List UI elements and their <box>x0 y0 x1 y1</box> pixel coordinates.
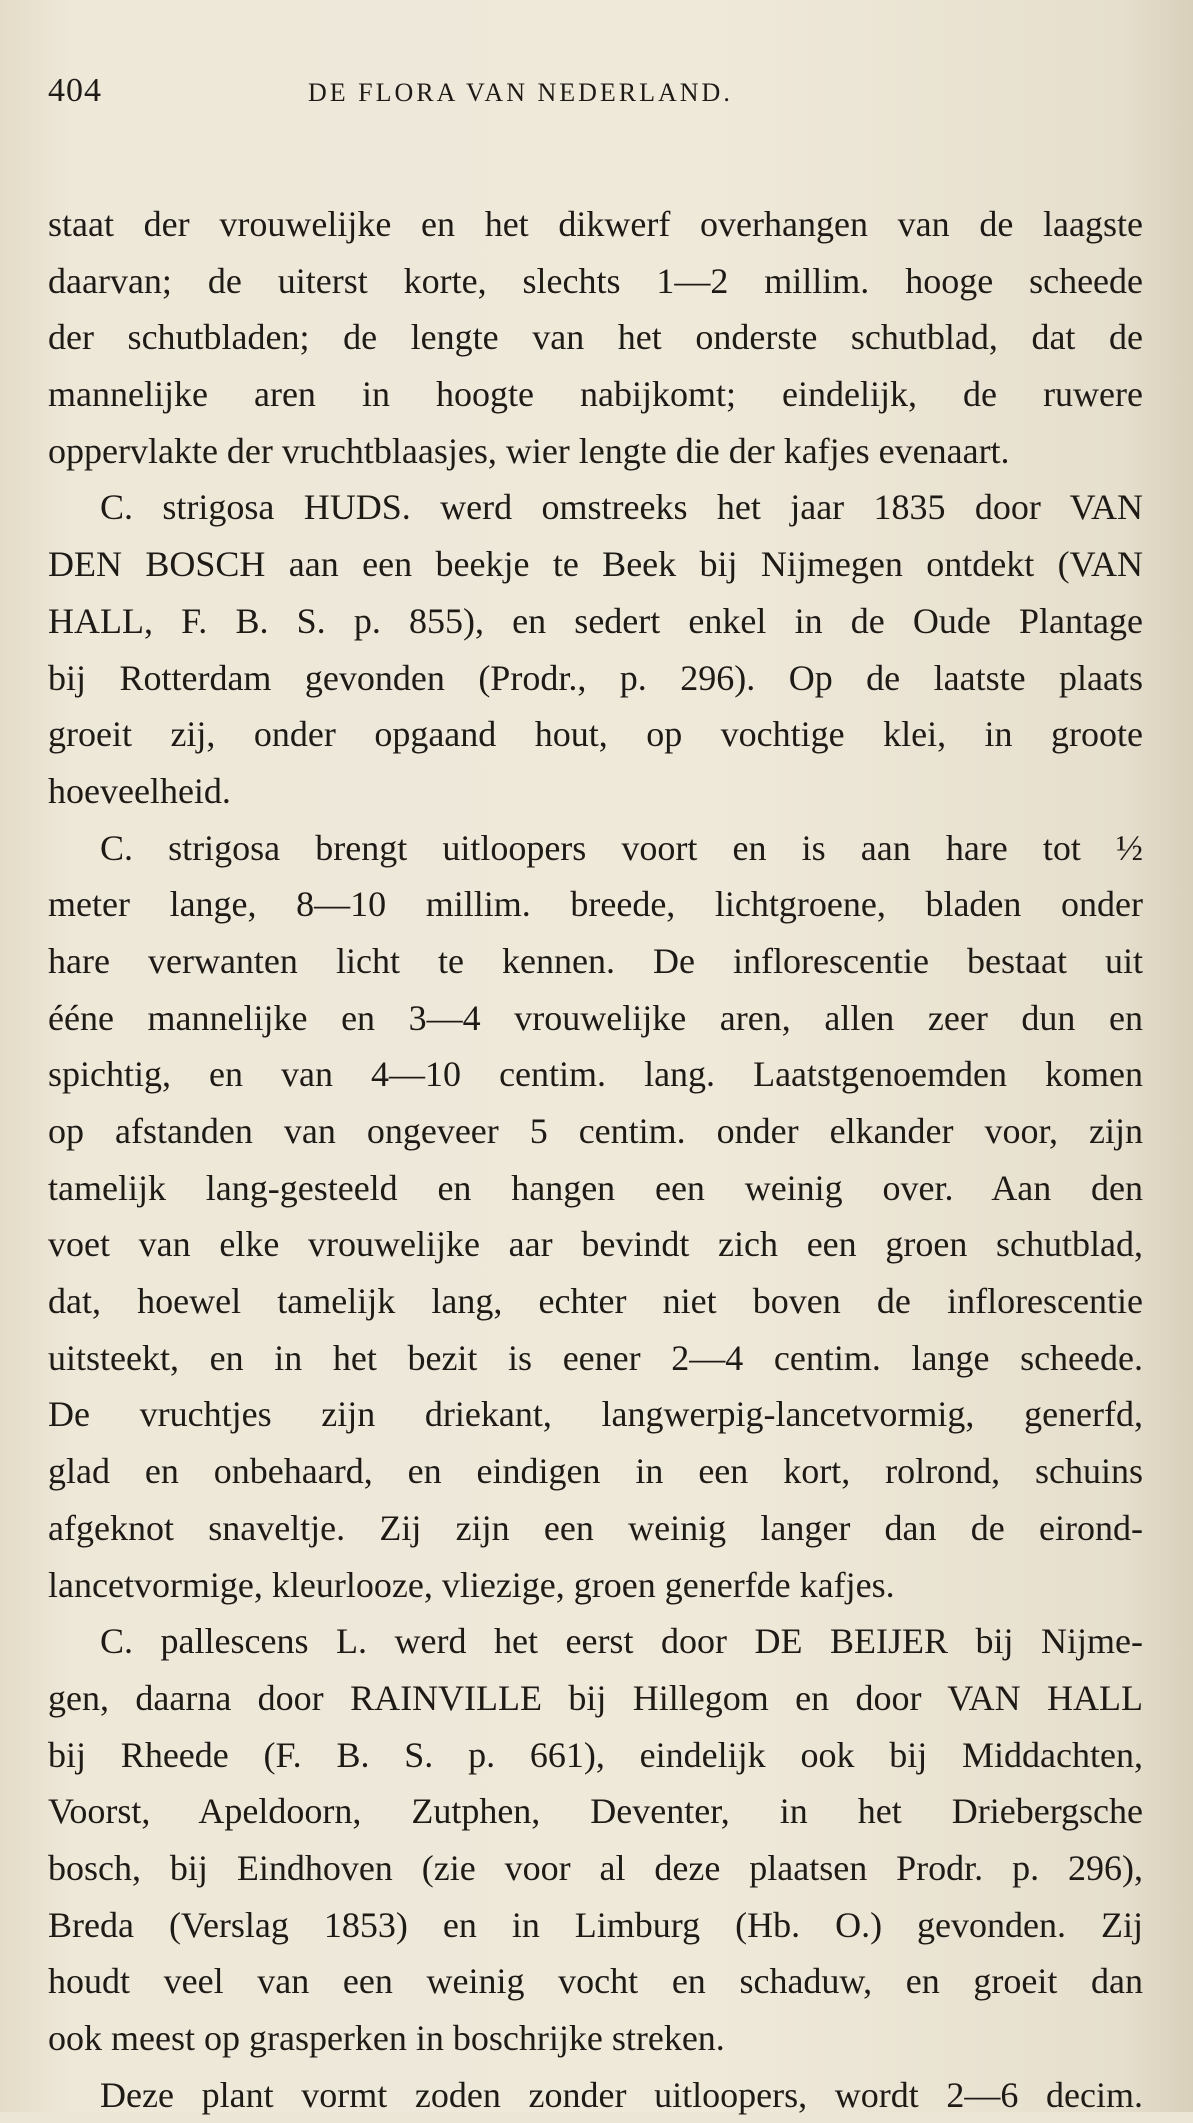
text-line: HALL, F. B. S. p. 855), en sedert enkel in de Oude Plantage <box>48 600 1143 641</box>
text-line: Voorst, Apeldoorn, Zutphen, Deventer, in het Driebergsche <box>48 1791 1143 1832</box>
text-line: tamelijk lang-gesteeld en hangen een weinig over. Aan den <box>48 1167 1143 1208</box>
text-line: C. pallescens L. werd het eerst door DE BEIJER bij Nijme- <box>100 1621 1143 1662</box>
text-line: uitsteekt, en in het bezit is eener 2—4 centim. lange scheede. <box>48 1337 1143 1378</box>
text-line: afgeknot snaveltje. Zij zijn een weinig langer dan de eirond- <box>48 1507 1143 1548</box>
text-line: C. strigosa brengt uitloopers voort en is aan hare tot ½ <box>100 827 1143 868</box>
text-line: voet van elke vrouwelijke aar bevindt zich een groen schutblad, <box>48 1224 1143 1265</box>
text-line: mannelijke aren in hoogte nabijkomt; eindelijk, de ruwere <box>48 374 1143 415</box>
text-line: staat der vrouwelijke en het dikwerf overhangen van de laagste <box>48 204 1143 244</box>
page-header <box>48 72 1143 132</box>
text-line: meter lange, 8—10 millim. breede, lichtgroene, bladen onder <box>48 884 1143 925</box>
text-line: hare verwanten licht te kennen. De inflorescentie bestaat uit <box>48 940 1143 981</box>
text-line: spichtig, en van 4—10 centim. lang. Laatstgenoemden komen <box>48 1054 1143 1095</box>
text-line: bij Rotterdam gevonden (Prodr., p. 296). Op de laatste plaats <box>48 657 1143 698</box>
text-line: gen, daarna door RAINVILLE bij Hillegom en door VAN HALL <box>48 1677 1143 1718</box>
text-line: glad en onbehaard, en eindigen in een kort, rolrond, schuins <box>48 1451 1143 1492</box>
text-line: bosch, bij Eindhoven (zie voor al deze plaatsen Prodr. p. 296), <box>48 1847 1143 1888</box>
text-line: Breda (Verslag 1853) en in Limburg (Hb. O.) gevonden. Zij <box>48 1904 1143 1945</box>
text-line: ééne mannelijke en 3—4 vrouwelijke aren, allen zeer dun en <box>48 997 1143 1038</box>
page-number: 404 <box>48 72 102 109</box>
text-line: groeit zij, onder opgaand hout, op vochtige klei, in groote <box>48 714 1143 755</box>
text-line: De vruchtjes zijn driekant, langwerpig-lancetvormig, generfd, <box>48 1394 1143 1435</box>
text-line: dat, hoewel tamelijk lang, echter niet boven de inflorescentie <box>48 1281 1143 1322</box>
text-line: oppervlakte der vruchtblaasjes, wier lengte die der kafjes evenaart. <box>48 430 1010 471</box>
text-line: der schutbladen; de lengte van het onderste schutblad, dat de <box>48 317 1143 358</box>
text-line: C. strigosa HUDS. werd omstreeks het jaar 1835 door VAN <box>100 487 1143 528</box>
text-line: Deze plant vormt zoden zonder uitloopers, wordt 2—6 decim. <box>100 2074 1143 2115</box>
running-title: DE FLORA VAN NEDERLAND. <box>308 78 733 107</box>
text-line: bij Rheede (F. B. S. p. 661), eindelijk ook bij Middachten, <box>48 1734 1143 1775</box>
text-line: lancetvormige, kleurlooze, vliezige, groen generfde kafjes. <box>48 1564 895 1605</box>
text-line: hoeveelheid. <box>48 770 231 811</box>
body-text <box>48 196 1143 2123</box>
text-line: daarvan; de uiterst korte, slechts 1—2 millim. hooge scheede <box>48 260 1143 301</box>
text-line: op afstanden van ongeveer 5 centim. onder elkander voor, zijn <box>48 1111 1143 1151</box>
text-line: ook meest op grasperken in boschrijke streken. <box>48 2018 725 2058</box>
text-line: houdt veel van een weinig vocht en schaduw, en groeit dan <box>48 1961 1143 2002</box>
text-line: DEN BOSCH aan een beekje te Beek bij Nijmegen ontdekt (VAN <box>48 544 1143 585</box>
